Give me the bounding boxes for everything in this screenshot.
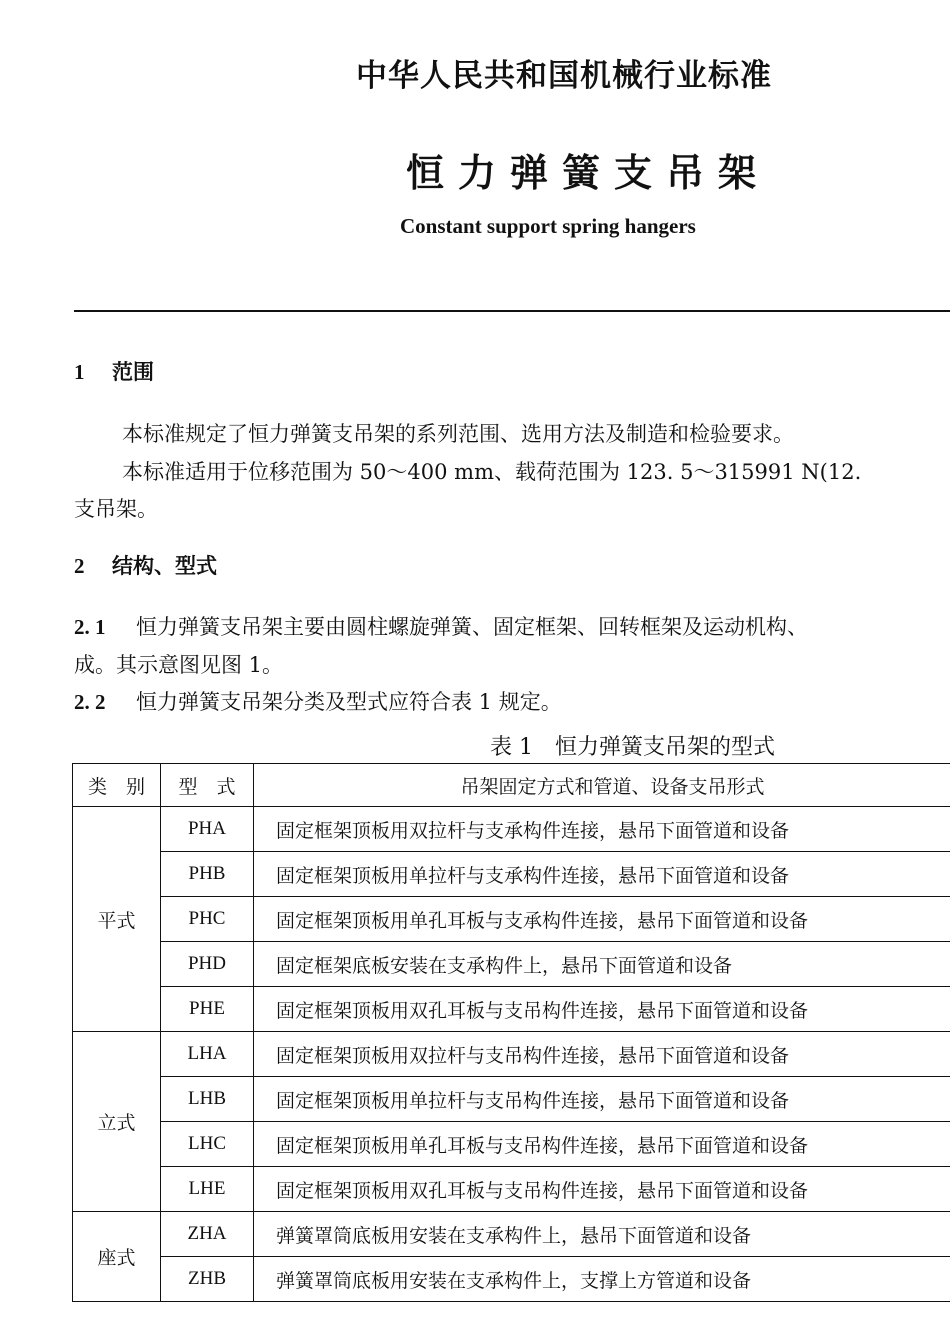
description-cell: 固定框架顶板用单孔耳板与支承构件连接，悬吊下面管道和设备 (254, 897, 950, 942)
description-cell: 固定框架顶板用双孔耳板与支吊构件连接，悬吊下面管道和设备 (254, 1167, 950, 1212)
clause-2-1-continued: 成。其示意图见图 1。 (74, 653, 284, 677)
type-cell: PHD (161, 942, 254, 987)
type-cell: PHE (161, 987, 254, 1032)
section-1-title: 范围 (112, 360, 154, 384)
description-cell: 固定框架顶板用双拉杆与支吊构件连接，悬吊下面管道和设备 (254, 1032, 950, 1077)
table-caption: 表 1 恒力弹簧支吊架的型式 (490, 735, 775, 760)
type-cell: ZHB (161, 1257, 254, 1302)
table-row (73, 1122, 950, 1167)
header-description: 吊架固定方式和管道、设备支吊形式 (254, 764, 950, 807)
table-row (73, 897, 950, 942)
clause-2-1-number: 2. 1 (74, 615, 106, 639)
section-1-number: 1 (74, 360, 85, 384)
type-cell: LHA (161, 1032, 254, 1077)
table-row (73, 807, 950, 852)
section-2-title: 结构、型式 (112, 554, 217, 578)
section-2-number: 2 (74, 554, 85, 578)
type-cell: PHA (161, 807, 254, 852)
type-cell: PHC (161, 897, 254, 942)
category-cell: 座式 (73, 1212, 161, 1302)
section-1-heading (74, 356, 154, 386)
type-cell: LHB (161, 1077, 254, 1122)
type-cell: ZHA (161, 1212, 254, 1257)
table-row (73, 1167, 950, 1212)
category-cell: 立式 (73, 1032, 161, 1212)
description-cell: 固定框架顶板用双孔耳板与支吊构件连接，悬吊下面管道和设备 (254, 987, 950, 1032)
type-cell: PHB (161, 852, 254, 897)
description-cell: 弹簧罩筒底板用安装在支承构件上，支撑上方管道和设备 (254, 1257, 950, 1302)
header-divider (74, 310, 950, 312)
description-cell: 固定框架底板安装在支承构件上，悬吊下面管道和设备 (254, 942, 950, 987)
standard-header: 中华人民共和国机械行业标准 (356, 58, 772, 94)
description-cell: 固定框架顶板用单拉杆与支吊构件连接，悬吊下面管道和设备 (254, 1077, 950, 1122)
category-cell: 平式 (73, 807, 161, 1032)
clause-2-1 (74, 611, 808, 641)
type-cell: LHE (161, 1167, 254, 1212)
table-row (73, 1257, 950, 1302)
header-type: 型 式 (161, 764, 254, 807)
section-1-paragraph-2-continued: 支吊架。 (74, 497, 158, 521)
description-cell: 固定框架顶板用单拉杆与支承构件连接，悬吊下面管道和设备 (254, 852, 950, 897)
table-row (73, 987, 950, 1032)
table-row (73, 852, 950, 897)
section-1-paragraph-2: 本标准适用于位移范围为 50～400 mm、载荷范围为 123. 5～315991 N(12. (122, 460, 862, 484)
clause-2-2-number: 2. 2 (74, 690, 106, 714)
clause-2-1-text: 恒力弹簧支吊架主要由圆柱螺旋弹簧、固定框架、回转框架及运动机构、 (136, 615, 808, 639)
description-cell: 弹簧罩筒底板用安装在支承构件上，悬吊下面管道和设备 (254, 1212, 950, 1257)
table-row (73, 1212, 950, 1257)
hanger-types-table (72, 763, 950, 1302)
section-2-heading (74, 550, 217, 580)
clause-2-2-text: 恒力弹簧支吊架分类及型式应符合表 1 规定。 (136, 690, 562, 714)
clause-2-2 (74, 686, 562, 716)
type-cell: LHC (161, 1122, 254, 1167)
document-subtitle: Constant support spring hangers (400, 214, 696, 238)
document-title: 恒力弹簧支吊架 (406, 151, 771, 195)
table-header-row (73, 764, 950, 807)
description-cell: 固定框架顶板用双拉杆与支承构件连接，悬吊下面管道和设备 (254, 807, 950, 852)
table-row (73, 942, 950, 987)
table-row (73, 1077, 950, 1122)
section-1-paragraph-1: 本标准规定了恒力弹簧支吊架的系列范围、选用方法及制造和检验要求。 (122, 422, 794, 446)
header-category: 类 别 (73, 764, 161, 807)
table-row (73, 1032, 950, 1077)
description-cell: 固定框架顶板用单孔耳板与支吊构件连接，悬吊下面管道和设备 (254, 1122, 950, 1167)
